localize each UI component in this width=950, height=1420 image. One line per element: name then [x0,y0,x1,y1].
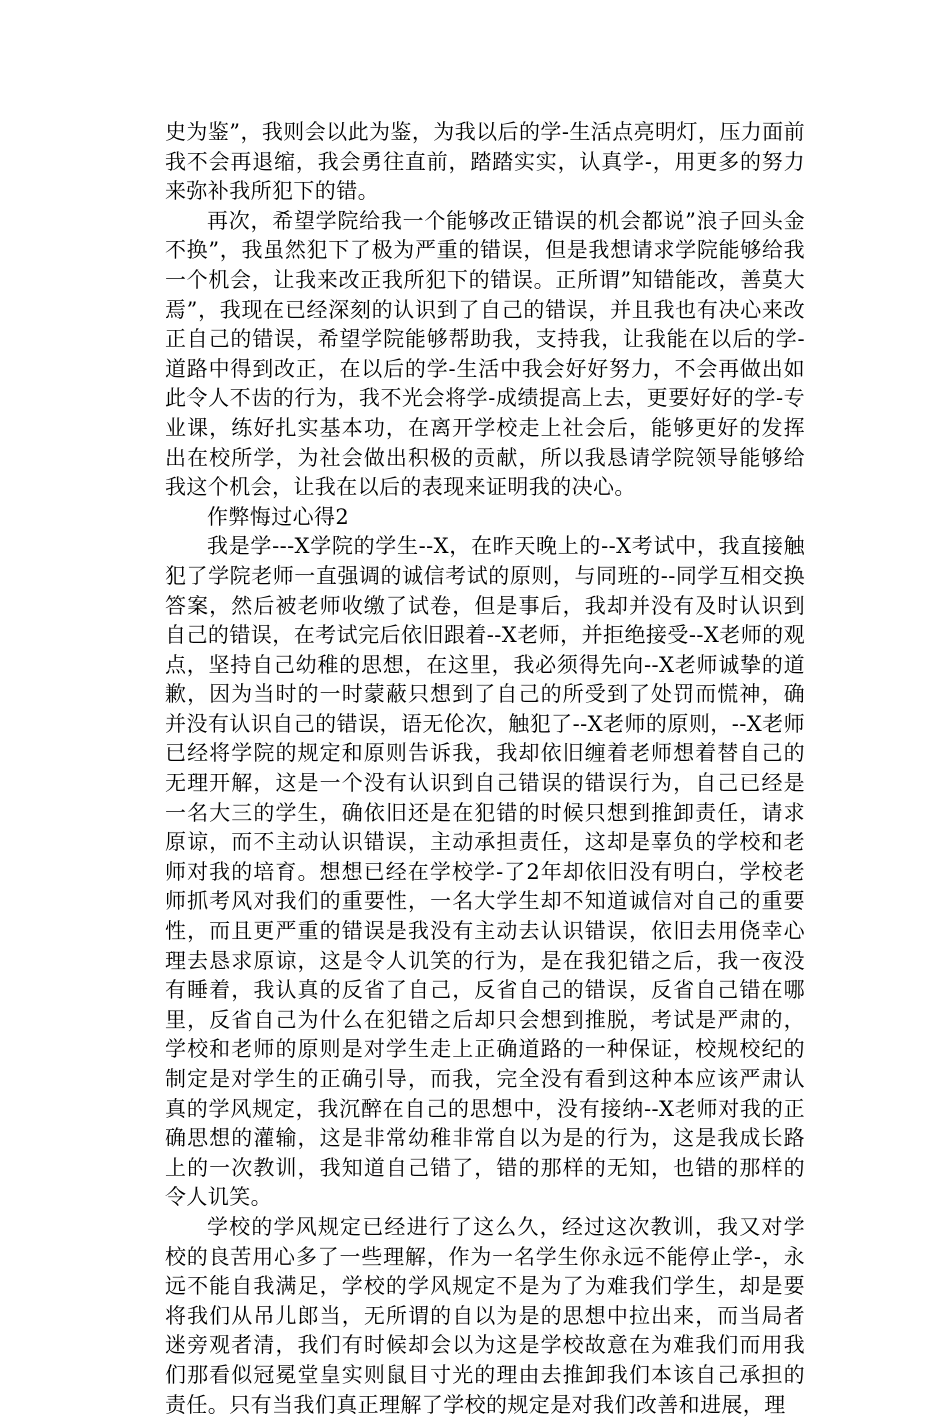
paragraph-3: 我是学---X学院的学生--X，在昨天晚上的--X考试中，我直接触犯了学院老师一直强调的诚信考试的原则，与同班的--同学互相交换答案，然后被老师收缴了试卷，但是事后，我却并没有及时认识到自己的错误，在考试完后依旧跟着--X老师，并拒绝接受--X老师的观点，坚持自己幼稚的思想，在这里，我必须得先向--X老师诚挚的道歉，因为当时的一时蒙蔽只想到了自己的所受到了处罚而慌神，确并没有认识自己的错误，语无伦次，触犯了--X老师的原则，--X老师已经将学院的规定和原则告诉我，我却依旧缠着老师想着替自己的无理开解，这是一个没有认识到自己错误的错误行为，自己已经是一名大三的学生，确依旧还是在犯错的时候只想到推卸责任，请求原谅，而不主动认识错误，主动承担责任，这却是辜负的学校和老师对我的培育。想想已经在学校学-了2年却依旧没有明白，学校老师抓考风对我们的重要性，一名大学生却不知道诚信对自己的重要性，而且更严重的错误是我没有主动去认识错误，依旧去用侥幸心理去恳求原谅，这是令人讥笑的行为，是在我犯错之后，我一夜没有睡着，我认真的反省了自己，反省自己的错误，反省自己错在哪里，反省自己为什么在犯错之后却只会想到推脱，考试是严肃的，学校和老师的原则是对学生走上正确道路的一种保证，校规校纪的制定是对学生的正确引导，而我，完全没有看到这种本应该严肃认真的学风规定，我沉醉在自己的思想中，没有接纳--X老师对我的正确思想的灌输，这是非常幼稚非常自以为是的行为，这是我成长路上的一次教训，我知道自己错了，错的那样的无知，也错的那样的令人讥笑。 [165,534,805,1210]
paragraph-4: 学校的学风规定已经进行了这么久，经过这次教训，我又对学校的良苦用心多了一些理解，作为一名学生你永远不能停止学-，永远不能自我满足，学校的学风规定不是为了为难我们学生，却是要将我们从吊儿郎当，无所谓的自以为是的思想中拉出来，而当局者迷旁观者清，我们有时候却会以为这是学校故意在为难我们而用我们那看似冠冕堂皇实则鼠目寸光的理由去推卸我们本该自己承担的责任。只有当我们真正理解了学校的规定是对我们改善和进展，理 [165,1214,805,1417]
section-heading: 作弊悔过心得2 [207,504,350,529]
paragraph-2: 再次，希望学院给我一个能够改正错误的机会都说”浪子回头金不换”，我虽然犯下了极为严重的错误，但是我想请求学院能够给我一个机会，让我来改正我所犯下的错误。正所谓”知错能改，善莫大焉”，我现在已经深刻的认识到了自己的错误，并且我也有决心来改正自己的错误，希望学院能够帮助我，支持我，让我能在以后的学-道路中得到改正，在以后的学-生活中我会好好努力，不会再做出如此令人不齿的行为，我不光会将学-成绩提高上去，更要好好的学-专业课，练好扎实基本功，在离开学校走上社会后，能够更好的发挥出在校所学，为社会做出积极的贡献，所以我恳请学院领导能够给我这个机会，让我在以后的表现来证明我的决心。 [165,208,805,500]
document-body [165,118,805,1420]
paragraph-1: 史为鉴”，我则会以此为鉴，为我以后的学-生活点亮明灯，压力面前我不会再退缩，我会勇往直前，踏踏实实，认真学-，用更多的努力来弥补我所犯下的错。 [165,120,805,204]
